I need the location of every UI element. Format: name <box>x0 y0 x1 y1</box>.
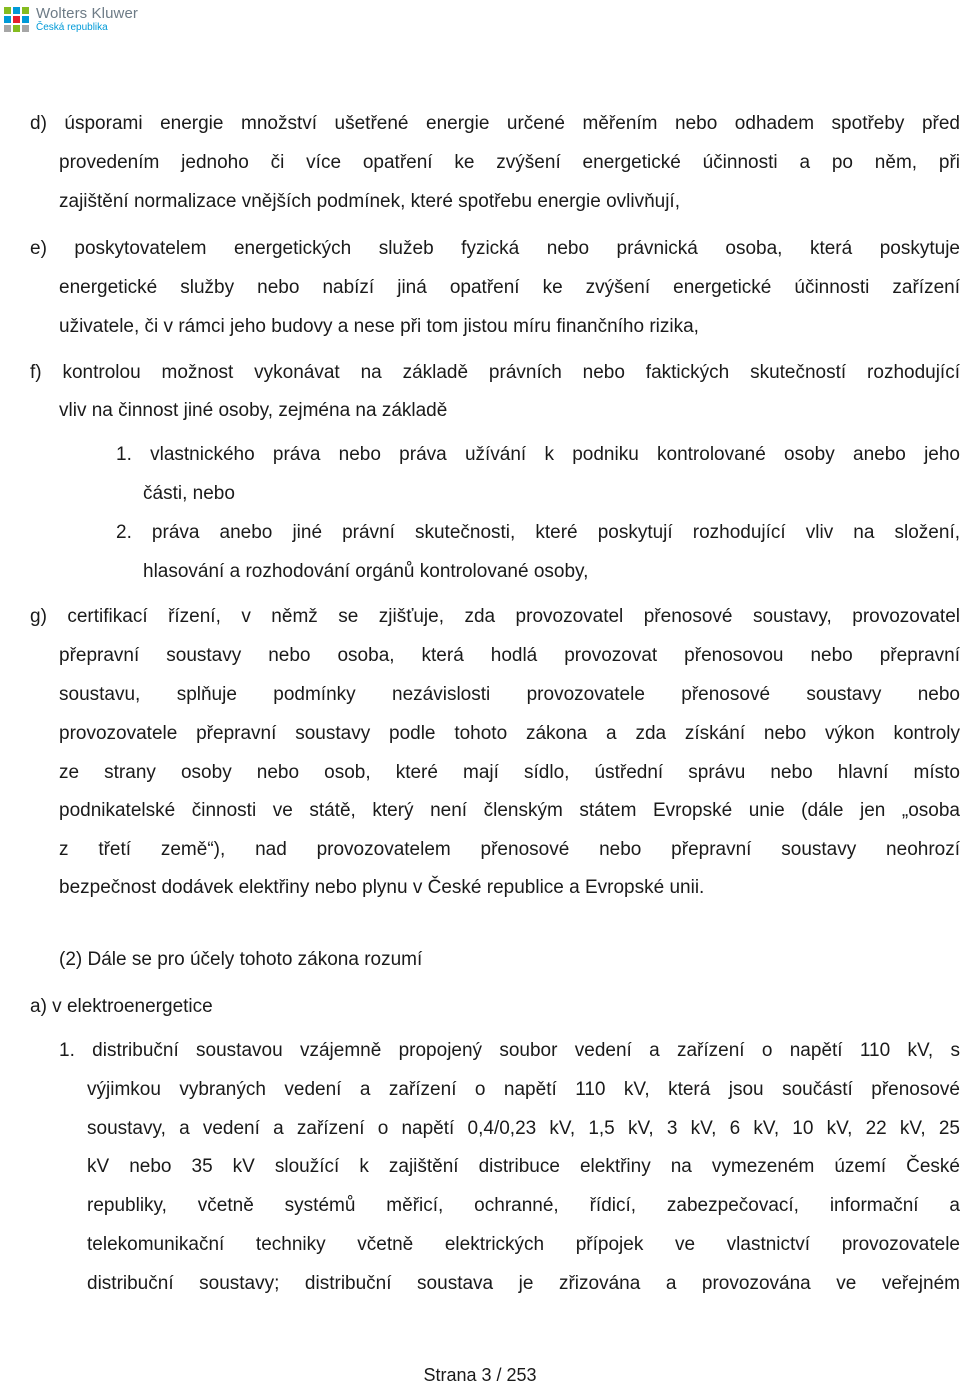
text-line: ze strany osoby nebo osob, které mají sídlo, ústřední správu nebo hlavní místo <box>59 762 960 783</box>
text-line: provozovatele přepravní soustavy podle tohoto zákona a zda získání nebo výkon kontroly <box>59 723 960 744</box>
list-item-text: distribuční soustavy; distribuční soustava je zřizována a provozována ve veřejném <box>87 1273 960 1294</box>
list-item-text: soustavy, a vedení a zařízení o napětí 0,4/0,23 kV, 1,5 kV, 3 kV, 6 kV, 10 kV, 22 kV, 25 <box>87 1118 960 1139</box>
brand-subtitle: Česká republika <box>36 21 108 33</box>
text-line: e) poskytovatelem energetických služeb fyzická nebo právnická osoba, která poskytuje <box>30 238 960 259</box>
text-line: podnikatelské činnosti ve státě, který není členským státem Evropské unie (dále jen „osoba <box>59 800 960 821</box>
wolters-kluwer-logo-icon <box>2 5 32 35</box>
page-number: Strana 3 / 253 <box>423 1365 537 1385</box>
text-line: energetické služby nebo nabízí jiná opatření ke zvýšení energetické účinnosti zařízení <box>59 277 960 298</box>
list-item-text: republiky, včetně systémů měřicí, ochranné, řídicí, zabezpečovací, informační a <box>87 1195 960 1216</box>
list-item-text: hlasování a rozhodování orgánů kontrolované osoby, <box>143 561 589 582</box>
text-line: vliv na činnost jiné osoby, zejména na základě <box>59 400 448 421</box>
list-item-text: telekomunikační techniky včetně elektrických přípojek ve vlastnictví provozovatele <box>87 1234 960 1255</box>
list-item-text: výjimkou vybraných vedení a zařízení o napětí 110 kV, která jsou součástí přenosové <box>87 1079 960 1100</box>
text-line: bezpečnost dodávek elektřiny nebo plynu v České republice a Evropské unii. <box>59 877 705 898</box>
section-heading: (2) Dále se pro účely tohoto zákona rozumí <box>59 949 423 970</box>
list-item-text: 1. vlastnického práva nebo práva užívání k podniku kontrolované osoby anebo jeho <box>116 444 960 465</box>
list-item-text: kV nebo 35 kV sloužící k zajištění distribuce elektřiny na vymezeném území České <box>87 1156 960 1177</box>
text-line: provedením jednoho či více opatření ke zvýšení energetické účinnosti a po něm, při <box>59 152 960 173</box>
text-line: zajištění normalizace vnějších podmínek, které spotřebu energie ovlivňují, <box>59 191 680 212</box>
list-item-text: 2. práva anebo jiné právní skutečnosti, které poskytují rozhodující vliv na složení, <box>116 522 960 543</box>
text-line: a) v elektroenergetice <box>30 996 213 1017</box>
text-line: d) úsporami energie množství ušetřené energie určené měřením nebo odhadem spotřeby před <box>30 113 960 134</box>
text-line: g) certifikací řízení, v němž se zjišťuje, zda provozovatel přenosové soustavy, provozovatel <box>30 606 960 627</box>
text-line: z třetí země“), nad provozovatelem přenosové nebo přepravní soustavy neohrozí <box>59 839 960 860</box>
text-line: přepravní soustavy nebo osoba, která hodlá provozovat přenosovou nebo přepravní <box>59 645 960 666</box>
text-line: uživatele, či v rámci jeho budovy a nese při tom jistou míru finančního rizika, <box>59 316 699 337</box>
list-item-text: 1. distribuční soustavou vzájemně propojený soubor vedení a zařízení o napětí 110 kV, s <box>59 1040 960 1061</box>
text-line: f) kontrolou možnost vykonávat na základě právních nebo faktických skutečností rozhodující <box>30 362 960 383</box>
brand-logo <box>0 0 150 38</box>
text-line: soustavu, splňuje podmínky nezávislosti provozovatele přenosové soustavy nebo <box>59 684 960 705</box>
list-item-text: části, nebo <box>143 483 235 504</box>
brand-name: Wolters Kluwer <box>36 4 138 22</box>
